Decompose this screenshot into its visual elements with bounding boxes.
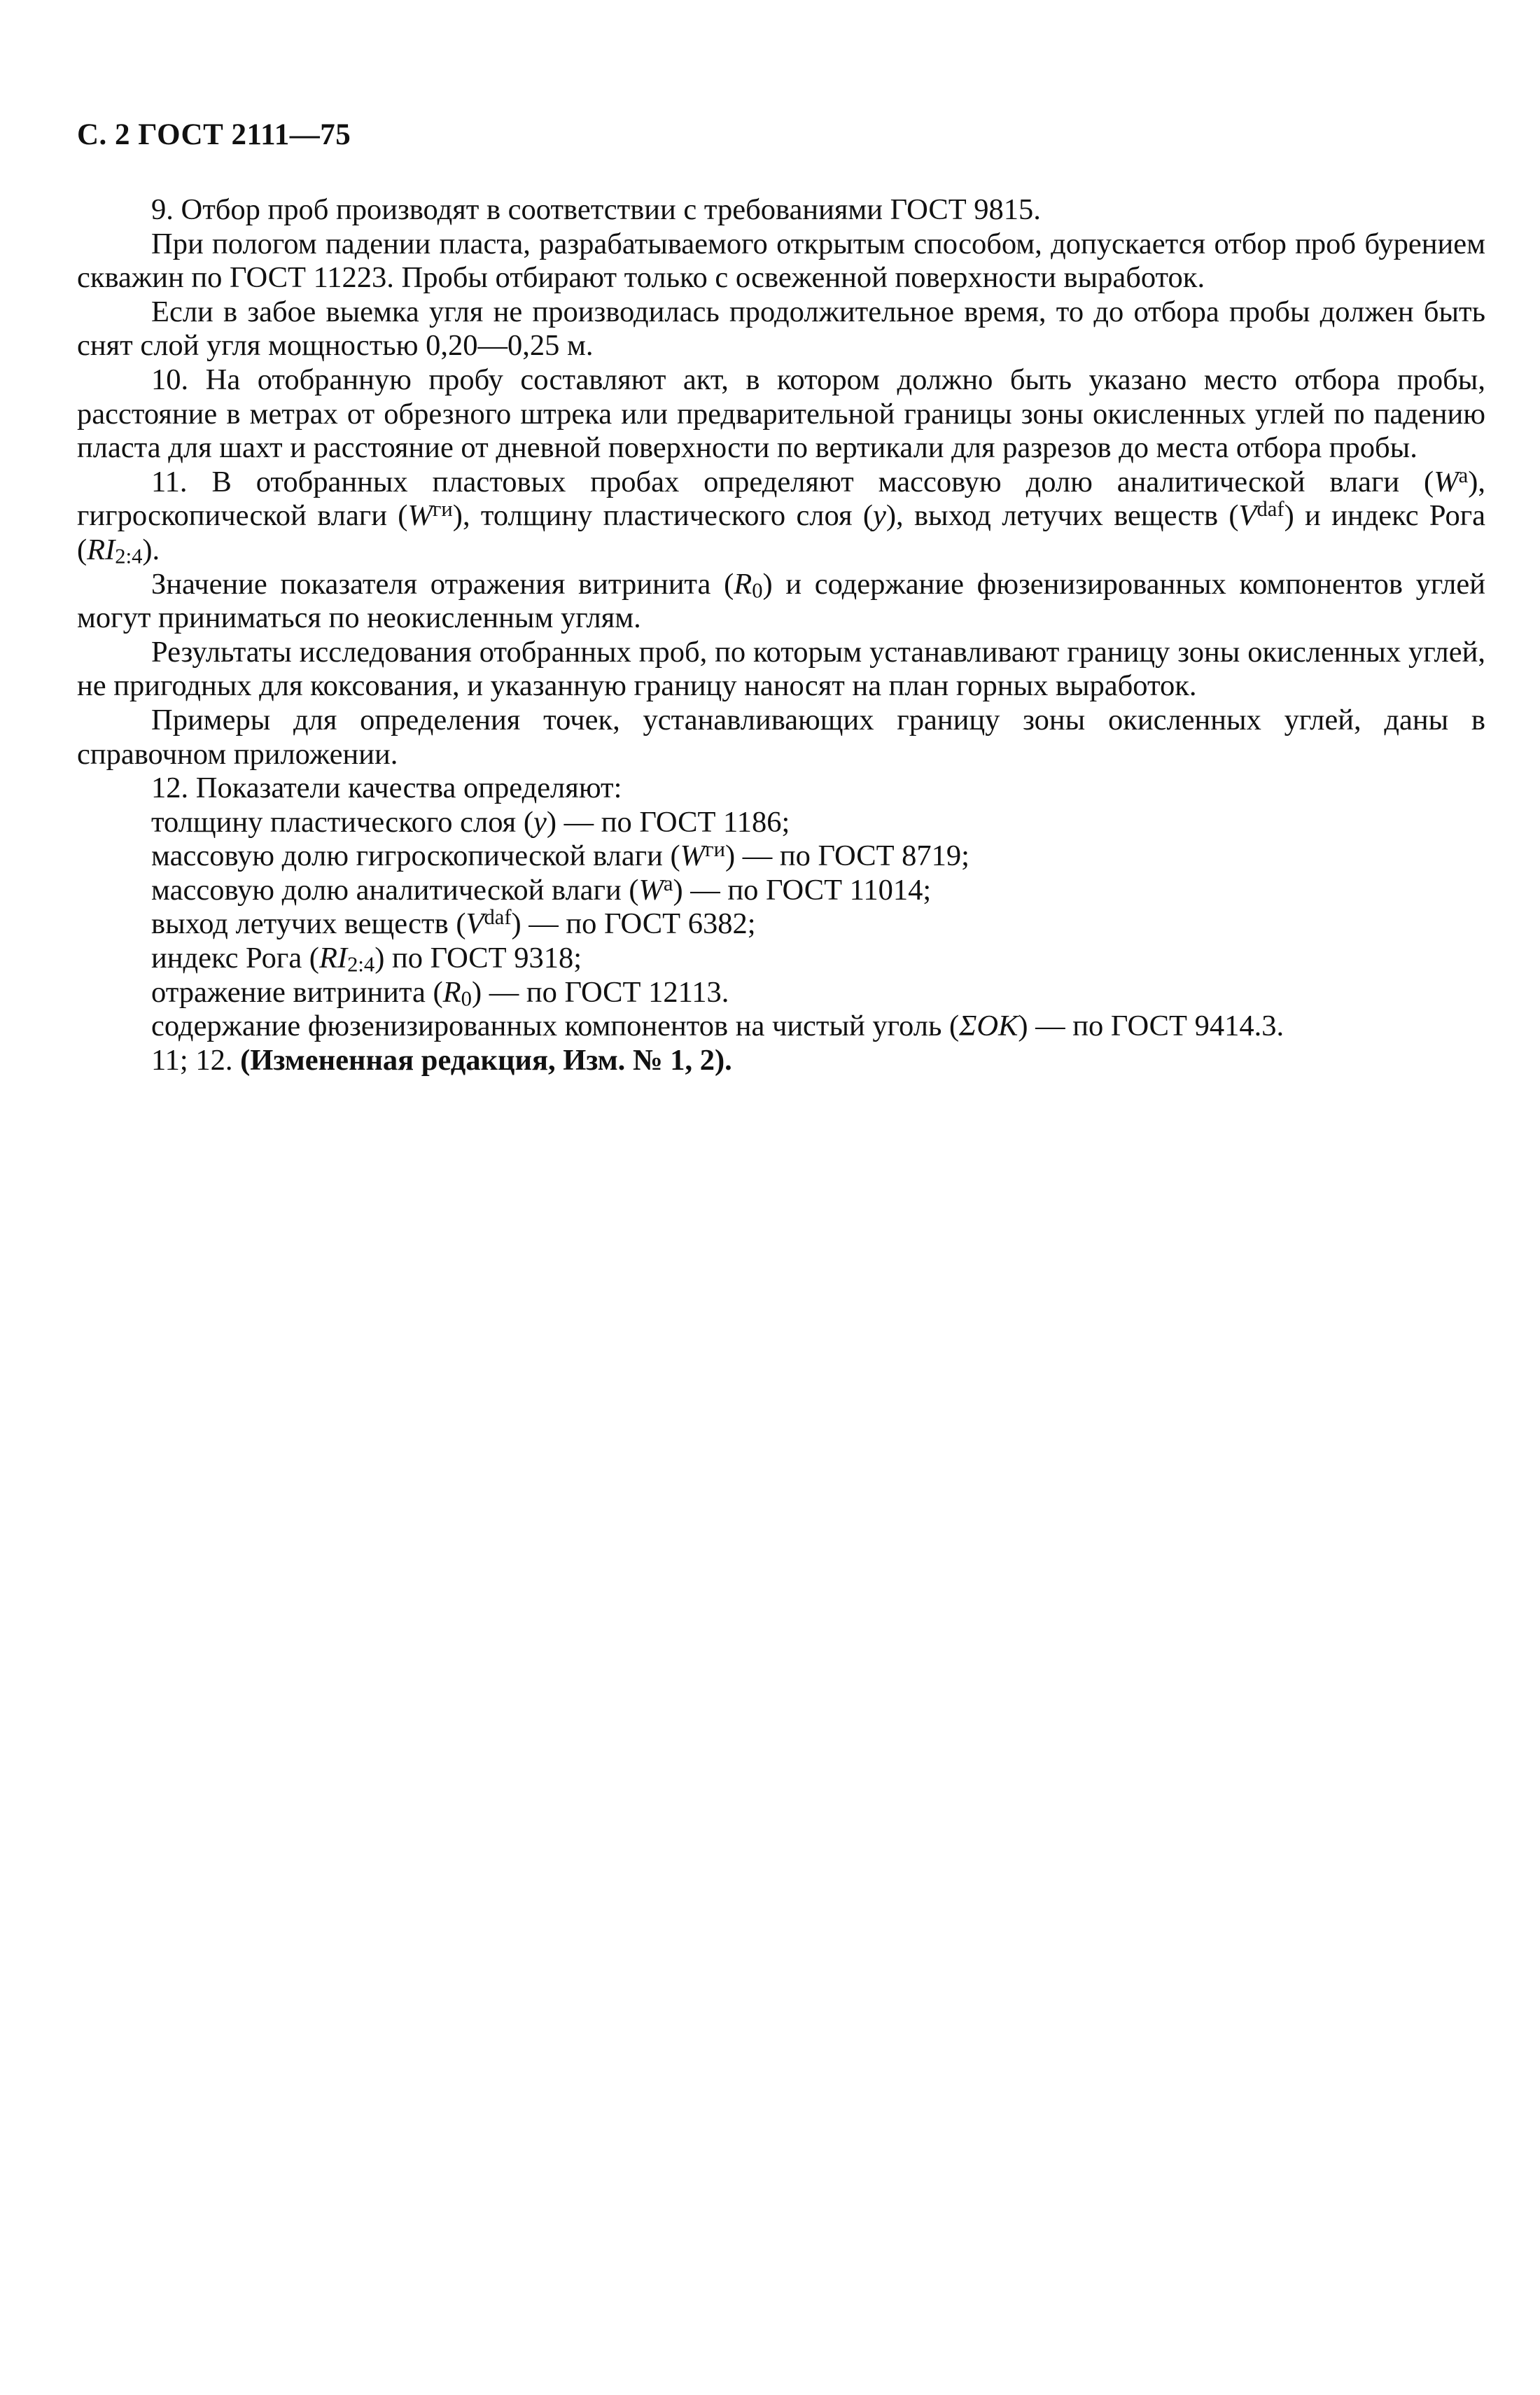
list-item-hygroscopic-moisture: массовую долю гигроскопической влаги $(W^{ги})$ — по ГОСТ 8719; bbox=[151, 837, 969, 873]
list-item-volatile-matter: выход летучих веществ $(V^{daf})$ — по ГОСТ 6382; bbox=[151, 905, 756, 941]
paragraph-9-open-pit: При пологом падении пласта, разрабатываемого открытым способом, допускается отбор проб бурением скважин по ГОСТ 11223. Пробы отбирают только с освеженной поверхности выработок. bbox=[77, 227, 1485, 295]
paragraph-12-intro: 12. Показатели качества определяют: bbox=[151, 771, 622, 805]
paragraph-11: 11. В отобранных пластовых пробах определяют массовую долю аналитической влаги $(W^a)$, гигроскопической влаги $(W^{ги})$, толщину пластического слоя (y), выход летучих веществ $(V^{daf})$ и индекс Рога $(RI_{2:4})$. bbox=[77, 463, 1486, 568]
list-item-plastic-layer: толщину пластического слоя (y) — по ГОСТ 1186; bbox=[151, 805, 790, 839]
paragraph-11-vitrinite: Значение показателя отражения витринита $(R_0)$ и содержание фюзенизированных компонентов углей могут приниматься по неокисленным углям. bbox=[77, 567, 1485, 635]
paragraph-9-fresh-surface: Если в забое выемка угля не производилась продолжительное время, то до отбора пробы должен быть снят слой угля мощностью 0,20—0,25 м. bbox=[77, 295, 1485, 363]
page-header: С. 2 ГОСТ 2111—75 bbox=[77, 118, 351, 151]
amendment-note-bold: (Измененная редакция, Изм. № 1, 2). bbox=[240, 1043, 732, 1077]
list-item-roga-index: индекс Рога $(RI_{2:4})$ по ГОСТ 9318; bbox=[151, 942, 582, 977]
paragraph-11-examples: Примеры для определения точек, устанавливающих границу зоны окисленных углей, даны в справочном приложении. bbox=[77, 703, 1485, 771]
document-body bbox=[77, 193, 1485, 1077]
list-item-fusinized-components: содержание фюзенизированных компонентов на чистый уголь (ΣOK) — по ГОСТ 9414.3. bbox=[151, 1010, 1284, 1043]
list-item-vitrinite-reflectance: отражение витринита $(R_0)$ — по ГОСТ 12113. bbox=[151, 975, 729, 1011]
list-item-analytical-moisture: массовую долю аналитической влаги $(W^a)$ — по ГОСТ 11014; bbox=[151, 872, 932, 907]
amendment-note: 11; 12. (Измененная редакция, Изм. № 1, 2). bbox=[151, 1043, 732, 1077]
paragraph-10: 10. На отобранную пробу составляют акт, в котором должно быть указано место отбора пробы, расстояние в метрах от обрезного штрека или предварительной границы зоны окисленных углей по падению пласта для шахт и расстояние от дневной поверхности по вертикали для разрезов до места отбора пробы. bbox=[77, 363, 1485, 465]
paragraph-9: 9. Отбор проб производят в соответствии с требованиями ГОСТ 9815. bbox=[151, 193, 1041, 226]
paragraph-11-results: Результаты исследования отобранных проб, по которым устанавливают границу зоны окисленных углей, не пригодных для коксования, и указанную границу наносят на план горных выработок. bbox=[77, 635, 1485, 703]
